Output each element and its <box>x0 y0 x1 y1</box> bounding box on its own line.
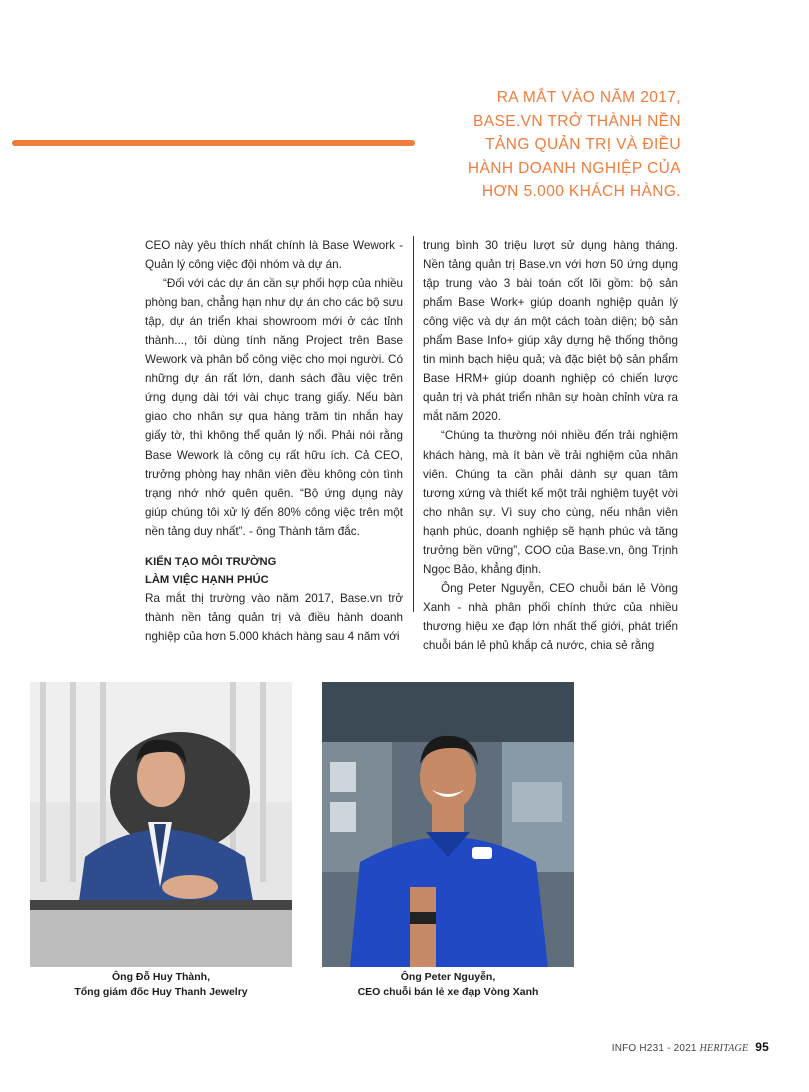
caption-name: Ông Peter Nguyễn, <box>400 971 496 983</box>
portrait-photo-peter-nguyen <box>322 682 574 967</box>
caption-title: Tổng giám đốc Huy Thanh Jewelry <box>74 986 248 998</box>
section-heading-line: KIẾN TẠO MÔI TRƯỜNG <box>145 555 277 568</box>
photo-caption <box>322 970 574 1000</box>
section-heading <box>145 553 403 589</box>
paragraph: trung bình 30 triệu lượt sử dụng hàng tháng. Nền tảng quản trị Base.vn với hơn 50 ứng dụng tập trung vào 3 bài toán cốt lõi gồm: bộ sản phẩm Base Work+ giúp doanh nghiệp quản lý công việc và dự án một cách toàn diện; bộ sản phẩm Base Info+ giúp xây dựng hệ thống thông tin minh bạch hiệu quả; và đặc biệt bộ sản phẩm Base HRM+ giúp doanh nghiệp có chiến lược quản trị và phát triển nhân sự hoàn chỉnh vừa ra mắt năm 2020. <box>423 239 678 424</box>
pull-quote-line: TẢNG QUẢN TRỊ VÀ ĐIỀU <box>485 136 681 153</box>
paragraph: Ra mắt thị trường vào năm 2017, Base.vn trở thành nền tảng quản trị và điều hành doanh nghiệp của hơn 5.000 khách hàng sau 4 năm với <box>145 591 403 643</box>
footer-issue: H231 - 2021 <box>639 1043 697 1054</box>
paragraph: “Chúng ta thường nói nhiều đến trải nghiệm khách hàng, mà ít bàn về trải nghiệm của nhân viên. Chúng ta cần phải dành sự quan tâm tương xứng và thiết kế một trải nghiệm tuyệt vời cho nhân sự. Vì suy cho cùng, nếu nhân viên hạnh phúc, doanh nghiệp sẽ hạnh phúc và tăng trưởng bền vững”, COO của Base.vn, ông Trịnh Ngọc Bảo, khẳng định. <box>423 429 678 576</box>
paragraph: Ông Peter Nguyễn, CEO chuỗi bán lẻ Vòng Xanh - nhà phân phối chính thức của nhiều thương hiệu xe đạp lớn nhất thế giới, phát triển chuỗi bán lẻ phủ khắp cả nước, chia sẻ rằng <box>423 581 678 652</box>
portrait-illustration <box>30 682 292 967</box>
footer-info: INFO <box>611 1043 637 1054</box>
footer-magazine: HERITAGE <box>699 1043 749 1054</box>
pull-quote-line: HƠN 5.000 KHÁCH HÀNG. <box>481 183 681 200</box>
page-footer <box>612 1040 769 1054</box>
pull-quote <box>421 86 681 204</box>
pull-quote-line: HÀNH DOANH NGHIỆP CỦA <box>467 159 681 177</box>
paragraph: “Đối với các dự án cần sự phối hợp của nhiều phòng ban, chẳng hạn như dự án cho các bộ sưu tập, dự án triển khai showroom mới ở các tỉnh thành..., tôi dùng tính năng Project trên Base Wework và phân bổ công việc cho mọi người. Có những dự án rất lớn, danh sách đầu việc trên ứng dụng dài tới vài chục trang giấy. Nếu bàn giao cho nhân sự qua hàng trăm tin nhắn hay giấy tờ, thì không thể quản lý nổi. Phải nói rằng Base Wework là công cụ rất hữu ích. Cả CEO, trưởng phòng hay nhân viên đều không còn tình trạng nhớ nhớ quên quên. “Bộ ứng dụng này giúp chúng tôi xử lý đến 80% công việc trên một nền tảng duy nhất”. - ông Thành tâm đắc. <box>145 277 403 538</box>
section-heading-line: LÀM VIỆC HẠNH PHÚC <box>145 573 269 586</box>
column-divider <box>413 236 414 612</box>
portrait-photo-do-huy-thanh <box>30 682 292 967</box>
article-column-left <box>145 236 403 646</box>
caption-name: Ông Đỗ Huy Thành, <box>112 971 210 983</box>
article-column-right <box>423 236 678 655</box>
portrait-illustration <box>322 682 574 967</box>
orange-divider <box>12 140 415 146</box>
pull-quote-line: RA MẮT VÀO NĂM 2017, <box>496 89 681 106</box>
photo-caption <box>30 970 292 1000</box>
paragraph: CEO này yêu thích nhất chính là Base Wework - Quản lý công việc đội nhóm và dự án. <box>145 239 403 272</box>
pull-quote-line: BASE.VN TRỞ THÀNH NỀN <box>472 112 681 130</box>
caption-title: CEO chuỗi bán lẻ xe đạp Vòng Xanh <box>357 986 539 998</box>
page-number: 95 <box>755 1040 769 1054</box>
